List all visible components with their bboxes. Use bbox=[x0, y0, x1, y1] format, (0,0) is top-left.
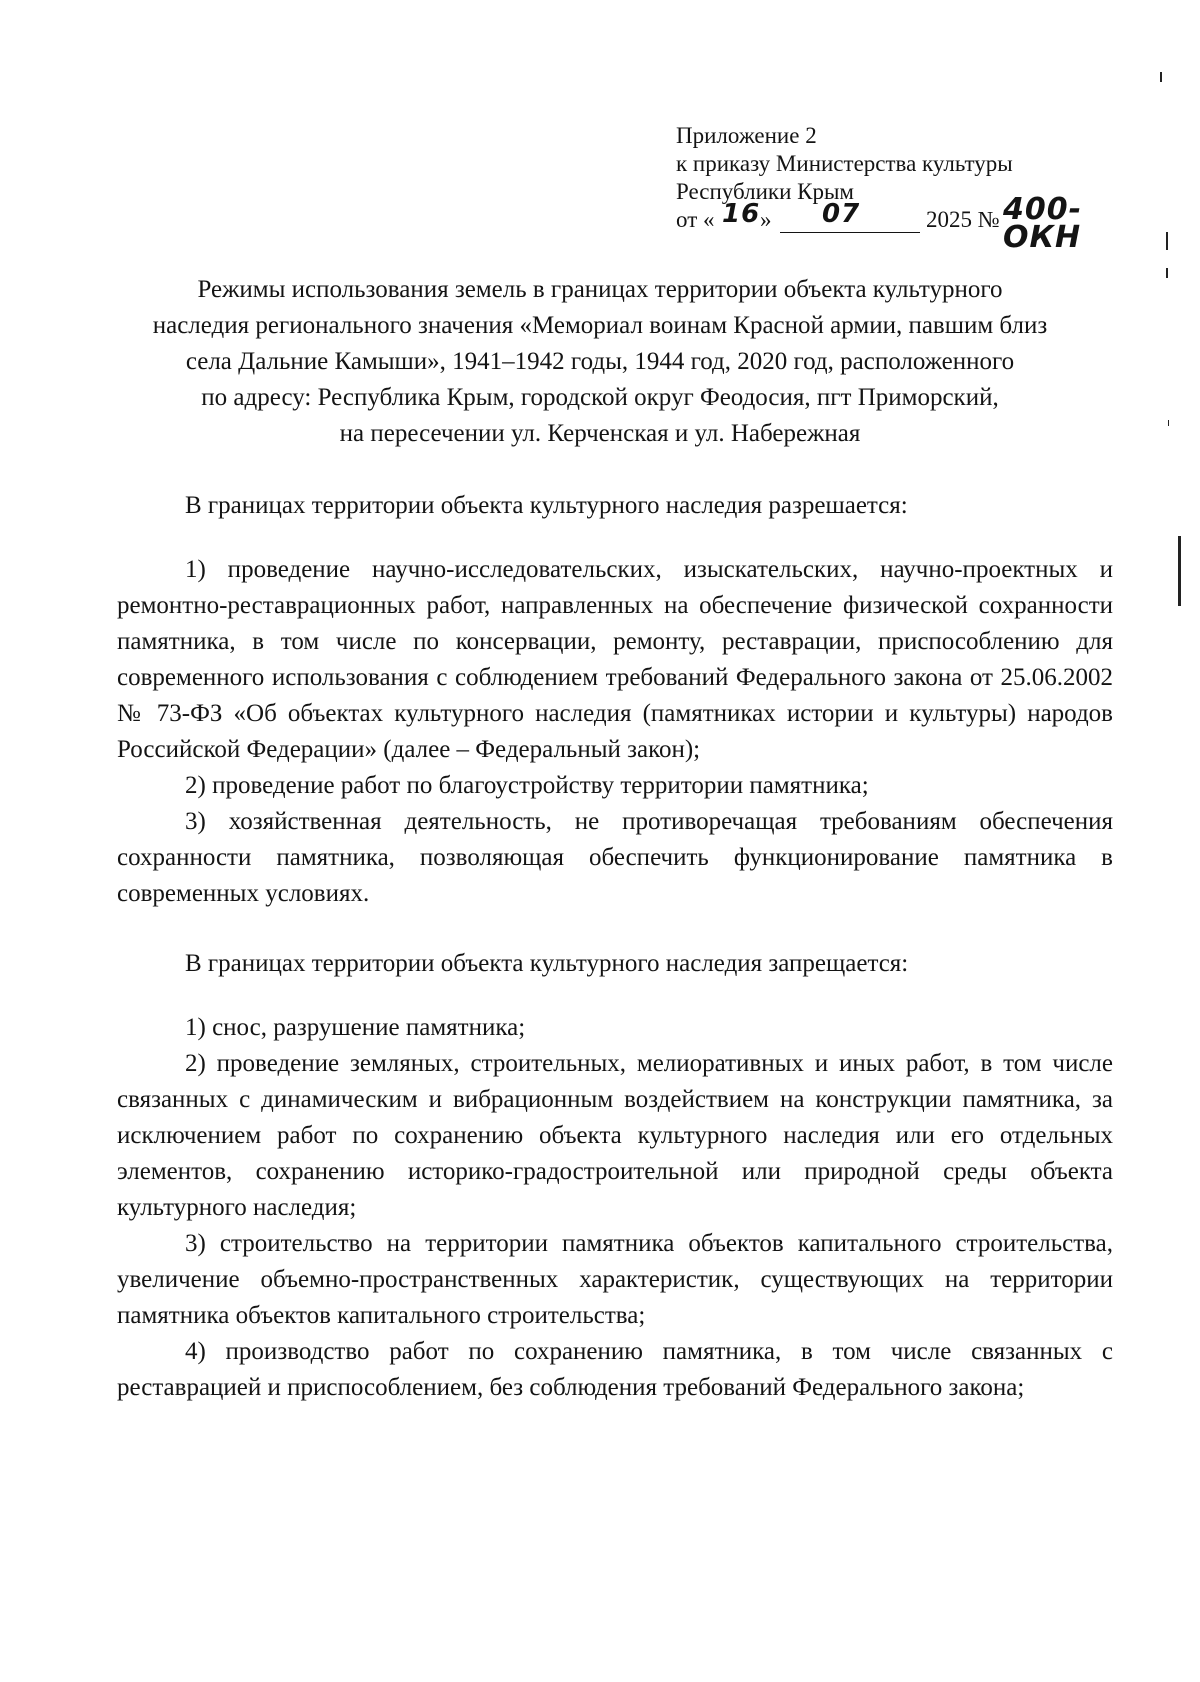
date-month: 07 bbox=[822, 199, 861, 229]
prohibited-item: 2) проведение земляных, строительных, мелиоративных и иных работ, в том числе связанных с динамическим и вибрационным воздействием на конструкции памятника, за исключением работ по сохранению объекта культурного наследия или его отдельных элементов, сохранению историко-градостроительной или природной среды объекта культурного наследия; bbox=[117, 1050, 1113, 1221]
appendix-block bbox=[676, 122, 1136, 255]
allowed-heading: В границах территории объекта культурного наследия разрешается: bbox=[185, 492, 908, 519]
appendix-region: Республики Крым bbox=[676, 179, 854, 204]
scan-artifact bbox=[1166, 268, 1168, 278]
document-title bbox=[100, 272, 1100, 452]
appendix-order-ref: к приказу Министерства культуры bbox=[676, 151, 1013, 176]
document-body bbox=[117, 488, 1113, 1406]
prohibited-item: 3) строительство на территории памятника объектов капитального строительства, увеличение объемно-пространственных характеристик, существующих на территории памятника объектов капитального строительства; bbox=[117, 1230, 1113, 1329]
allowed-item: 2) проведение работ по благоустройству территории памятника; bbox=[185, 772, 869, 799]
date-quote-close: » bbox=[760, 207, 772, 232]
order-date-line bbox=[676, 192, 1136, 255]
title-line: наследия регионального значения «Мемориал воинам Красной армии, павшим близ bbox=[152, 312, 1048, 339]
title-line: на пересечении ул. Керченская и ул. Набережная bbox=[339, 420, 861, 447]
prohibited-item: 1) снос, разрушение памятника; bbox=[185, 1014, 526, 1041]
date-day: 16 bbox=[722, 199, 761, 229]
allowed-item: 1) проведение научно-исследовательских, изыскательских, научно-проектных и ремонтно-реставрационных работ, направленных на обеспечение физической сохранности памятника, в том числе по консервации, ремонту, реставрации, приспособлению для современного использования с соблюдением требований Федерального закона от 25.06.2002 № 73-ФЗ «Об объектах культурного наследия (памятниках истории и культуры) народов Российской Федерации» (далее – Федеральный закон); bbox=[117, 556, 1113, 763]
scan-artifact bbox=[1166, 232, 1168, 250]
date-prefix: от « bbox=[676, 207, 715, 232]
scan-artifact bbox=[1168, 420, 1169, 426]
scan-artifact bbox=[1178, 536, 1181, 606]
scan-artifact bbox=[1160, 72, 1162, 82]
date-year: 2025 № bbox=[926, 207, 1000, 232]
title-line: Режимы использования земель в границах территории объекта культурного bbox=[197, 276, 1003, 303]
prohibited-heading: В границах территории объекта культурного наследия запрещается: bbox=[185, 950, 909, 977]
title-line: по адресу: Республика Крым, городской округ Феодосия, пгт Приморский, bbox=[201, 384, 999, 411]
allowed-item: 3) хозяйственная деятельность, не противоречащая требованиям обеспечения сохранности памятника, позволяющая обеспечить функционирование памятника в современных условиях. bbox=[117, 808, 1113, 907]
appendix-number: Приложение 2 bbox=[676, 123, 817, 148]
title-line: села Дальние Камыши», 1941–1942 годы, 1944 год, 2020 год, расположенного bbox=[185, 348, 1015, 375]
order-number: 400-ОКН bbox=[1003, 192, 1083, 255]
prohibited-item: 4) производство работ по сохранению памятника, в том числе связанных с реставрацией и приспособлением, без соблюдения требований Федерального закона; bbox=[117, 1338, 1113, 1401]
